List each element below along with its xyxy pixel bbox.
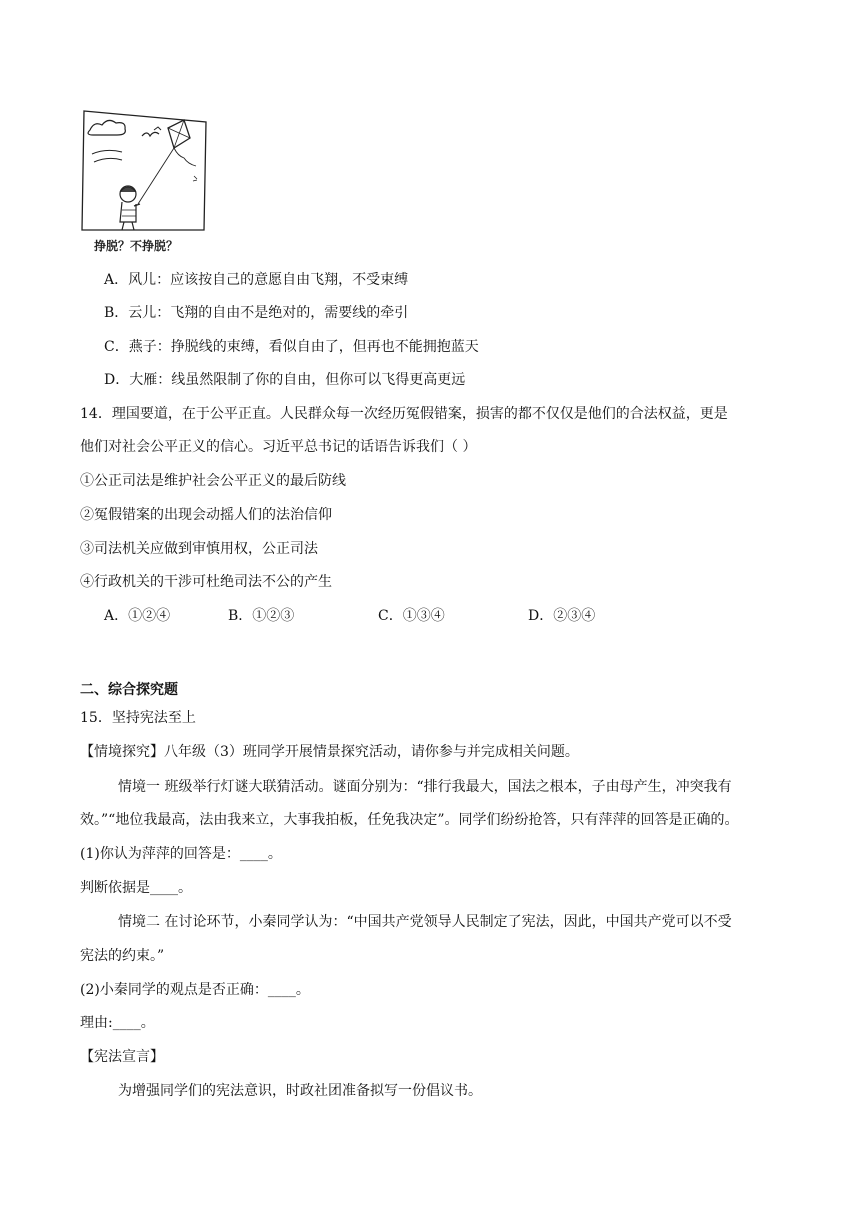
scenario-heading: 【情境探究】八年级（3）班同学开展情景探究活动，请你参与并完成相关问题。 <box>80 744 579 760</box>
option-label: C． <box>104 339 129 355</box>
kite-illustration <box>80 108 208 258</box>
q14-option-c <box>378 606 445 626</box>
declaration-text: 为增强同学们的宪法意识，时政社团准备拟写一份倡议书。 <box>118 1083 482 1099</box>
option-label: D． <box>528 608 554 624</box>
q14-stem-line2: 他们对社会公平正义的信心。习近平总书记的话语告诉我们（ ） <box>80 439 477 455</box>
question-2-reason: 理由:____。 <box>80 1015 155 1031</box>
option-text: 大雁：线虽然限制了你的自由，但你可以飞得更高更远 <box>129 372 466 388</box>
q13-option-a <box>104 270 408 290</box>
section-heading: 二、综合探究题 <box>80 682 178 698</box>
option-label: B． <box>104 305 129 321</box>
option-label: B． <box>228 608 253 624</box>
q15-title: 15．坚持宪法至上 <box>80 710 196 726</box>
option-label: D． <box>104 372 130 388</box>
q13-option-d <box>104 370 465 390</box>
option-label: C． <box>378 608 403 624</box>
option-text: ①③④ <box>402 608 445 624</box>
scenario1-line1: 情境一 班级举行灯谜大联猜活动。谜面分别为：“排行我最大，国法之根本，子由母产生，冲突我有 <box>118 779 732 795</box>
q14-stem-line1: 14．理国要道，在于公平正直。人民群众每一次经历冤假错案，损害的都不仅仅是他们的合法权益，更是 <box>80 406 728 422</box>
question-2: (2)小秦同学的观点是否正确：____。 <box>80 982 310 998</box>
q14-item-2: ②冤假错案的出现会动摇人们的法治信仰 <box>80 507 332 523</box>
scenario2-line2: 宪法的约束。” <box>80 948 165 964</box>
option-text: 云儿：飞翔的自由不是绝对的，需要线的牵引 <box>128 305 409 321</box>
option-text: ②③④ <box>553 608 596 624</box>
option-text: 风儿：应该按自己的意愿自由飞翔，不受束缚 <box>128 272 409 288</box>
question-1: (1)你认为萍萍的回答是：____。 <box>80 846 282 862</box>
declaration-heading: 【宪法宣言】 <box>80 1049 164 1065</box>
illustration-caption: 挣脱？不挣脱？ <box>94 239 179 253</box>
q14-item-3: ③司法机关应做到审慎用权，公正司法 <box>80 541 318 557</box>
question-1-basis: 判断依据是____。 <box>80 880 192 896</box>
q14-option-b <box>228 606 294 626</box>
q14-item-1: ①公正司法是维护社会公平正义的最后防线 <box>80 473 346 489</box>
option-text: ①②③ <box>252 608 295 624</box>
q14-option-d <box>528 606 595 626</box>
option-label: A． <box>104 608 129 624</box>
q13-option-b <box>104 303 408 323</box>
scenario1-line2: 效。”“地位我最高，法由我来立，大事我拍板，任免我决定”。同学们纷纷抢答，只有萍萍的回答是正确的。 <box>80 812 739 828</box>
option-label: A． <box>104 272 129 288</box>
q14-option-a <box>104 606 170 626</box>
q14-item-4: ④行政机关的干涉可杜绝司法不公的产生 <box>80 574 332 590</box>
scenario2-line1: 情境二 在讨论环节，小秦同学认为：“中国共产党领导人民制定了宪法，因此，中国共产党可以不受 <box>118 914 732 930</box>
q13-option-c <box>104 337 479 357</box>
option-text: 燕子：挣脱线的束缚，看似自由了，但再也不能拥抱蓝天 <box>128 339 479 355</box>
option-text: ①②④ <box>128 608 171 624</box>
